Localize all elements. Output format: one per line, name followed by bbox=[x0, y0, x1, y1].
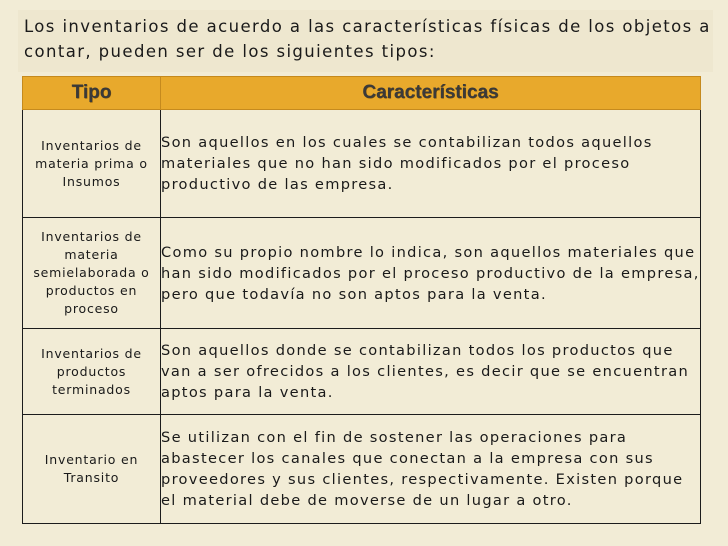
header-tipo: Tipo bbox=[23, 77, 161, 110]
inventory-types-table bbox=[22, 76, 701, 524]
table-row bbox=[23, 415, 701, 524]
table-header-row bbox=[23, 77, 701, 110]
row-caracteristicas: Son aquellos donde se contabilizan todos los productos que van a ser ofrecidos a los clientes, es decir que se encuentran aptos para la venta. bbox=[161, 329, 701, 415]
row-tipo: Inventarios de productos terminados bbox=[23, 329, 161, 415]
row-caracteristicas: Como su propio nombre lo indica, son aquellos materiales que han sido modificados por el proceso productivo de la empresa, pero que todavía no son aptos para la venta. bbox=[161, 218, 701, 329]
header-caracteristicas: Características bbox=[161, 77, 701, 110]
row-caracteristicas: Se utilizan con el fin de sostener las operaciones para abastecer los canales que conectan a la empresa con sus proveedores y sus clientes, respectivamente. Existen porque el material debe de moverse de un lugar a otro. bbox=[161, 415, 701, 524]
row-tipo: Inventarios de materia prima o Insumos bbox=[23, 110, 161, 218]
table-row bbox=[23, 218, 701, 329]
table-row bbox=[23, 110, 701, 218]
row-caracteristicas: Son aquellos en los cuales se contabilizan todos aquellos materiales que no han sido modificados por el proceso productivo de las empresa. bbox=[161, 110, 701, 218]
intro-text: Los inventarios de acuerdo a las características físicas de los objetos a contar, pueden ser de los siguientes tipos: bbox=[24, 17, 711, 61]
table-row bbox=[23, 329, 701, 415]
row-tipo: Inventarios de materia semielaborada o productos en proceso bbox=[23, 218, 161, 329]
row-tipo: Inventario en Transito bbox=[23, 415, 161, 524]
